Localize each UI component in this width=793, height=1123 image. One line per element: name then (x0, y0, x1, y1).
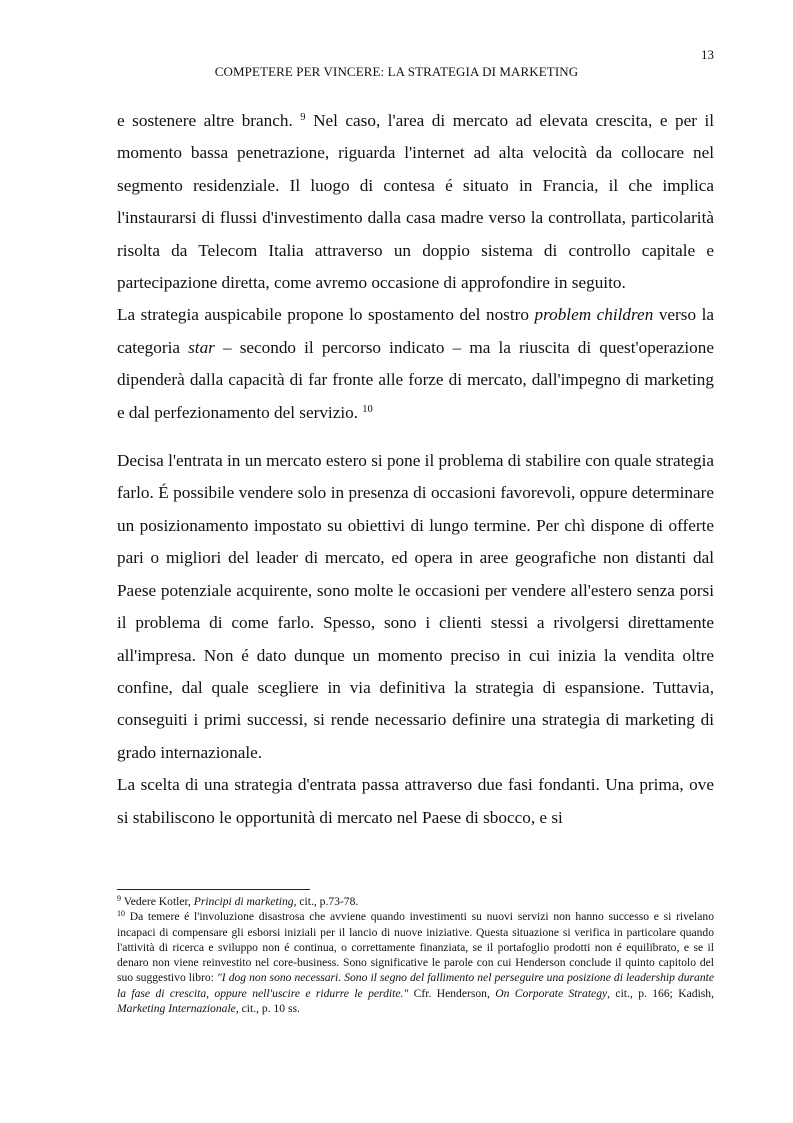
footnote-9-mark: 9 (117, 894, 121, 903)
footnotes (117, 894, 714, 1016)
page-number: 13 (701, 47, 714, 62)
footnote-9-italic-title: Principi di marketing (193, 895, 294, 908)
paragraph-2 (117, 299, 714, 429)
footnote-9 (117, 894, 714, 909)
footnote-10-italic-title-1: On Corporate Strategy (495, 986, 608, 1000)
footnote-10-quote: "I dog non sono necessari. Sono il segno del fallimento nel perseguire una posizione di leadership durante la fase di crescita, oppure nell'uscire e ridurre le perdite." (117, 971, 715, 1000)
running-header: COMPETERE PER VINCERE: LA STRATEGIA DI MARKETING (214, 64, 579, 79)
footnote-10-mark: 10 (117, 909, 125, 919)
footnote-10-text-d: , cit., p. 10 ss. (235, 1002, 300, 1016)
footnote-reference-9[interactable]: 9 (300, 112, 306, 123)
footnote-9-text-b: , cit., p.73-78. (293, 895, 359, 908)
italic-problem-children: problem children (534, 305, 654, 325)
footnote-10-text-a: Da temere é l'involuzione disastrosa che avviene quando investimenti su nuovi servizi non hanno successo e si rivelano incapaci di compensare gli esborsi iniziali per il lancio di nuove iniziative. Questa situazione si verifica in particolare quando l'attività di ricerca e sviluppo non é continua, o correttamente finanziata, se il portafoglio prodotti non é equilibrato, e se il denaro non viene reinvestito nel core-business. Sono significative le parole con cui Henderson conclude il quinto capitolo del suo suggestivo libro: (117, 910, 714, 985)
paragraph-1-text: Nel caso, l'area di mercato ad elevata crescita, e per il momento bassa penetrazione, riguarda l'internet ad alta velocità da collocare nel segmento residenziale. Il luogo di contesa é situato in Francia, il che implica l'instaurarsi di flussi d'investimento dalla casa madre verso la controllata, particolarità risolta da Telecom Italia attraverso un doppio sistema di controllo capitale e partecipazione diretta, come avremo occasione di approfondire in seguito. (117, 111, 714, 293)
footnote-10-italic-title-2: Marketing Internazionale (117, 1002, 236, 1016)
footnote-separator (117, 889, 310, 890)
body-text (117, 105, 714, 834)
paragraph-1 (117, 105, 714, 299)
paragraph-3: Decisa l'entrata in un mercato estero si pone il problema di stabilire con quale strategia farlo. É possibile vendere solo in presenza di occasioni favorevoli, oppure determinare un posizionamento impostato su obiettivi di lungo termine. Per chì dispone di offerte pari o migliori del leader di mercato, ed opera in aree geografiche non distanti dal Paese potenziale acquirente, sono molte le occasioni per vendere all'estero senza porsi il problema di come farlo. Spesso, sono i clienti stessi a rivolgersi direttamente all'impresa. Non é dato dunque un momento preciso in cui inizia la vendita oltre confine, dal quale scegliere in via definitiva la strategia di espansione. Tuttavia, conseguiti i primi successi, si rende necessario definire una strategia di marketing di grado internazionale. (117, 451, 714, 762)
footnote-reference-10[interactable]: 10 (362, 403, 373, 415)
footnote-9-text-a: Vedere Kotler, (121, 895, 194, 908)
paragraph-2-text-c: – secondo il percorso indicato – ma la riuscita di quest'operazione dipenderà dalla capacità di far fronte alle forze di mercato, dall'impegno di marketing e dal perfezionamento del servizio. (117, 337, 714, 422)
paragraph-2-text-a: La strategia auspicabile propone lo spostamento del nostro (117, 305, 535, 325)
italic-star: star (188, 337, 215, 357)
footnote-10 (117, 909, 714, 1016)
paragraph-2-text-b: verso la categoria (117, 305, 714, 357)
footnote-10-text-b: Cfr. Henderson, (408, 986, 496, 1000)
paragraph-4: La scelta di una strategia d'entrata passa attraverso due fasi fondanti. Una prima, ove si stabiliscono le opportunità di mercato nel Paese di sbocco, e si (117, 775, 714, 827)
footnote-10-text-c: , cit., p. 166; Kadish, (607, 986, 715, 1000)
paragraph-1-start: e sostenere altre branch. (117, 111, 293, 130)
